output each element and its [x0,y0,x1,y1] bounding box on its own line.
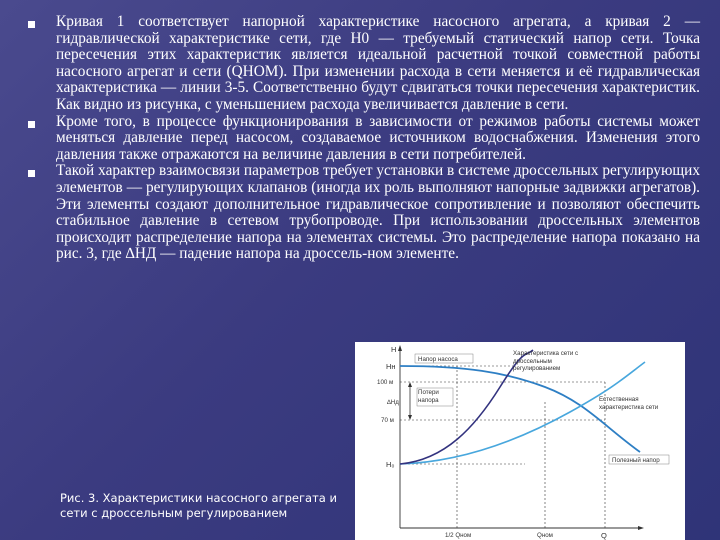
pump-head-label: Напор насоса [418,356,458,363]
throttled-label: Характеристика сети с дроссельным регулированием [513,350,579,372]
bullet-square-icon [28,21,35,28]
throttled-label-wrap [513,350,593,380]
useful-label: Полезный напор [612,457,660,464]
text-body [28,14,700,263]
bullet-text: Кривая 1 соответствует напорной характеристике насосного агрегата, а кривая 2 — гидравлической характеристике сети, где H0 — требуемый статический напор сети. Точка пересечения этих характеристик является идеальной расчетной точкой совместной работы насосного агрегат и сети (QНОМ). При изменении расхода в сети меняется и её гидравлическая характеристика — линии 3-5. Соответственно будут сдвигаться точки пересечения характеристик. Как видно из рисунка, с уменьшением расхода увеличивается давление в сети. [56,13,700,113]
h-100-label: 100 м [377,379,394,386]
q-half-label: 1/2 Qном [445,532,472,539]
bullet-text: Кроме того, в процессе функционирования в зависимости от режимов работы системы может меняться давление перед насосом, создаваемое источником водоснабжения. Изменения этого давления также отражаются на величине давления в сети потребителей. [56,112,700,163]
bullet-text: Такой характер взаимосвязи параметров требует установки в системе дроссельных регулирующих элементов — регулирующих клапанов (иногда их роль выполняют напорные задвижки агрегатов). Эти элементы создают дополнительное гидравлическое сопротивление и позволяют обеспечить стабильное давление в сетевом трубопроводе. При использовании дроссельных элементов происходит распределение напора на элементах системы. Это распределение напора показано на рис. 3, где ∆НД — падение напора на дроссель-ном элементе. [56,162,700,263]
y-axis-arrow-icon [398,345,402,351]
q-nom-label: Qном [537,532,553,539]
bullet-item [28,14,700,114]
bullet-square-icon [28,170,35,177]
axis-h-label: H [391,345,397,354]
bullet-item [28,114,700,164]
losses-label-wrap [418,389,452,407]
hn-label: Hн [386,362,396,371]
dh-arrow-down-icon [408,415,412,420]
natural-label: Естественная характеристика сети [599,396,659,411]
h0-label: H₀ [386,460,395,469]
figure-caption: Рис. 3. Характеристики насосного агрегата и сети с дроссельным регулированием [60,491,337,520]
bullet-square-icon [28,121,35,128]
dh-arrow-up-icon [408,382,412,387]
dh-label: ∆Hд [387,399,399,406]
losses-label: Потери напора [418,389,439,404]
natural-label-wrap [599,396,683,420]
bullet-item [28,163,700,263]
h-70-label: 70 м [381,417,394,424]
x-axis-arrow-icon [638,526,644,530]
q-label: Q [601,531,607,540]
figure-diagram [355,342,685,540]
figure-pump-network-characteristics [355,342,685,540]
